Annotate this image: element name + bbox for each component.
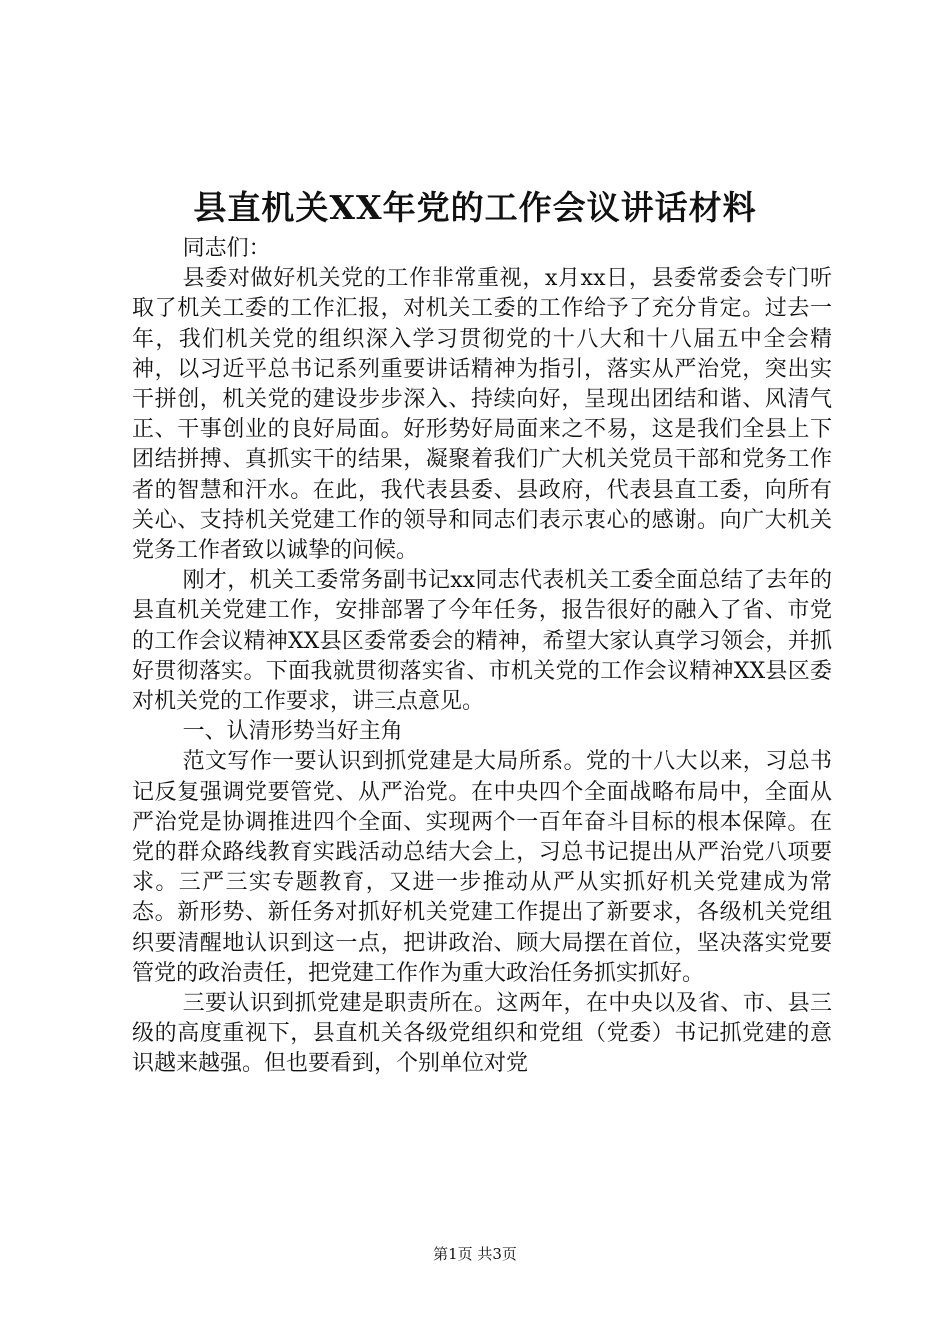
body-paragraph: 县委对做好机关党的工作非常重视，x月xx日，县委常委会专门听取了机关工委的工作汇报，对机关工委的工作给予了充分肯定。过去一年，我们机关党的组织深入学习贯彻党的十八大和十八届五中全会精神，以习近平总书记系列重要讲话精神为指引，落实从严治党，突出实干拼创，机关党的建设步步深入、持续向好，呈现出团结和谐、风清气正、干事创业的良好局面。好形势好局面来之不易，这是我们全县上下团结拼搏、真抓实干的结果，凝聚着我们广大机关党员干部和党务工作者的智慧和汗水。在此，我代表县委、县政府，代表县直工委，向所有关心、支持机关党建工作的领导和同志们表示衷心的感谢。向广大机关党务工作者致以诚挚的问候。 [132, 266, 832, 564]
page-footer: 第1页 共3页 [433, 1245, 517, 1263]
body-paragraph: 刚才，机关工委常务副书记xx同志代表机关工委全面总结了去年的县直机关党建工作，安排部署了今年任务，报告很好的融入了省、市党的工作会议精神XX县区委常委会的精神，希望大家认真学习领会，并抓好贯彻落实。下面我就贯彻落实省、市机关党的工作会议精神XX县区委对机关党的工作要求，讲三点意见。 [132, 568, 832, 715]
document-title: 县直机关XX年党的工作会议讲话材料 [193, 188, 757, 227]
body-paragraph: 范文写作一要认识到抓党建是大局所系。党的十八大以来，习总书记反复强调党要管党、从严治党。在中央四个全面战略布局中，全面从严治党是协调推进四个全面、实现两个一百年奋斗目标的根本保障。在党的群众路线教育实践活动总结大会上，习总书记提出从严治党八项要求。三严三实专题教育，又进一步推动从严从实抓好机关党建成为常态。新形势、新任务对抓好机关党建工作提出了新要求，各级机关党组织要清醒地认识到这一点，把讲政治、顾大局摆在首位，坚决落实党要管党的政治责任，把党建工作作为重大政治任务抓实抓好。 [132, 749, 832, 986]
section-heading: 一、认清形势当好主角 [182, 719, 403, 745]
document-body [132, 234, 832, 1080]
body-paragraph: 三要认识到抓党建是职责所在。这两年，在中央以及省、市、县三级的高度重视下，县直机关各级党组织和党组（党委）书记抓党建的意识越来越强。但也要看到，个别单位对党 [132, 991, 832, 1077]
salutation-paragraph: 同志们： [182, 236, 271, 261]
